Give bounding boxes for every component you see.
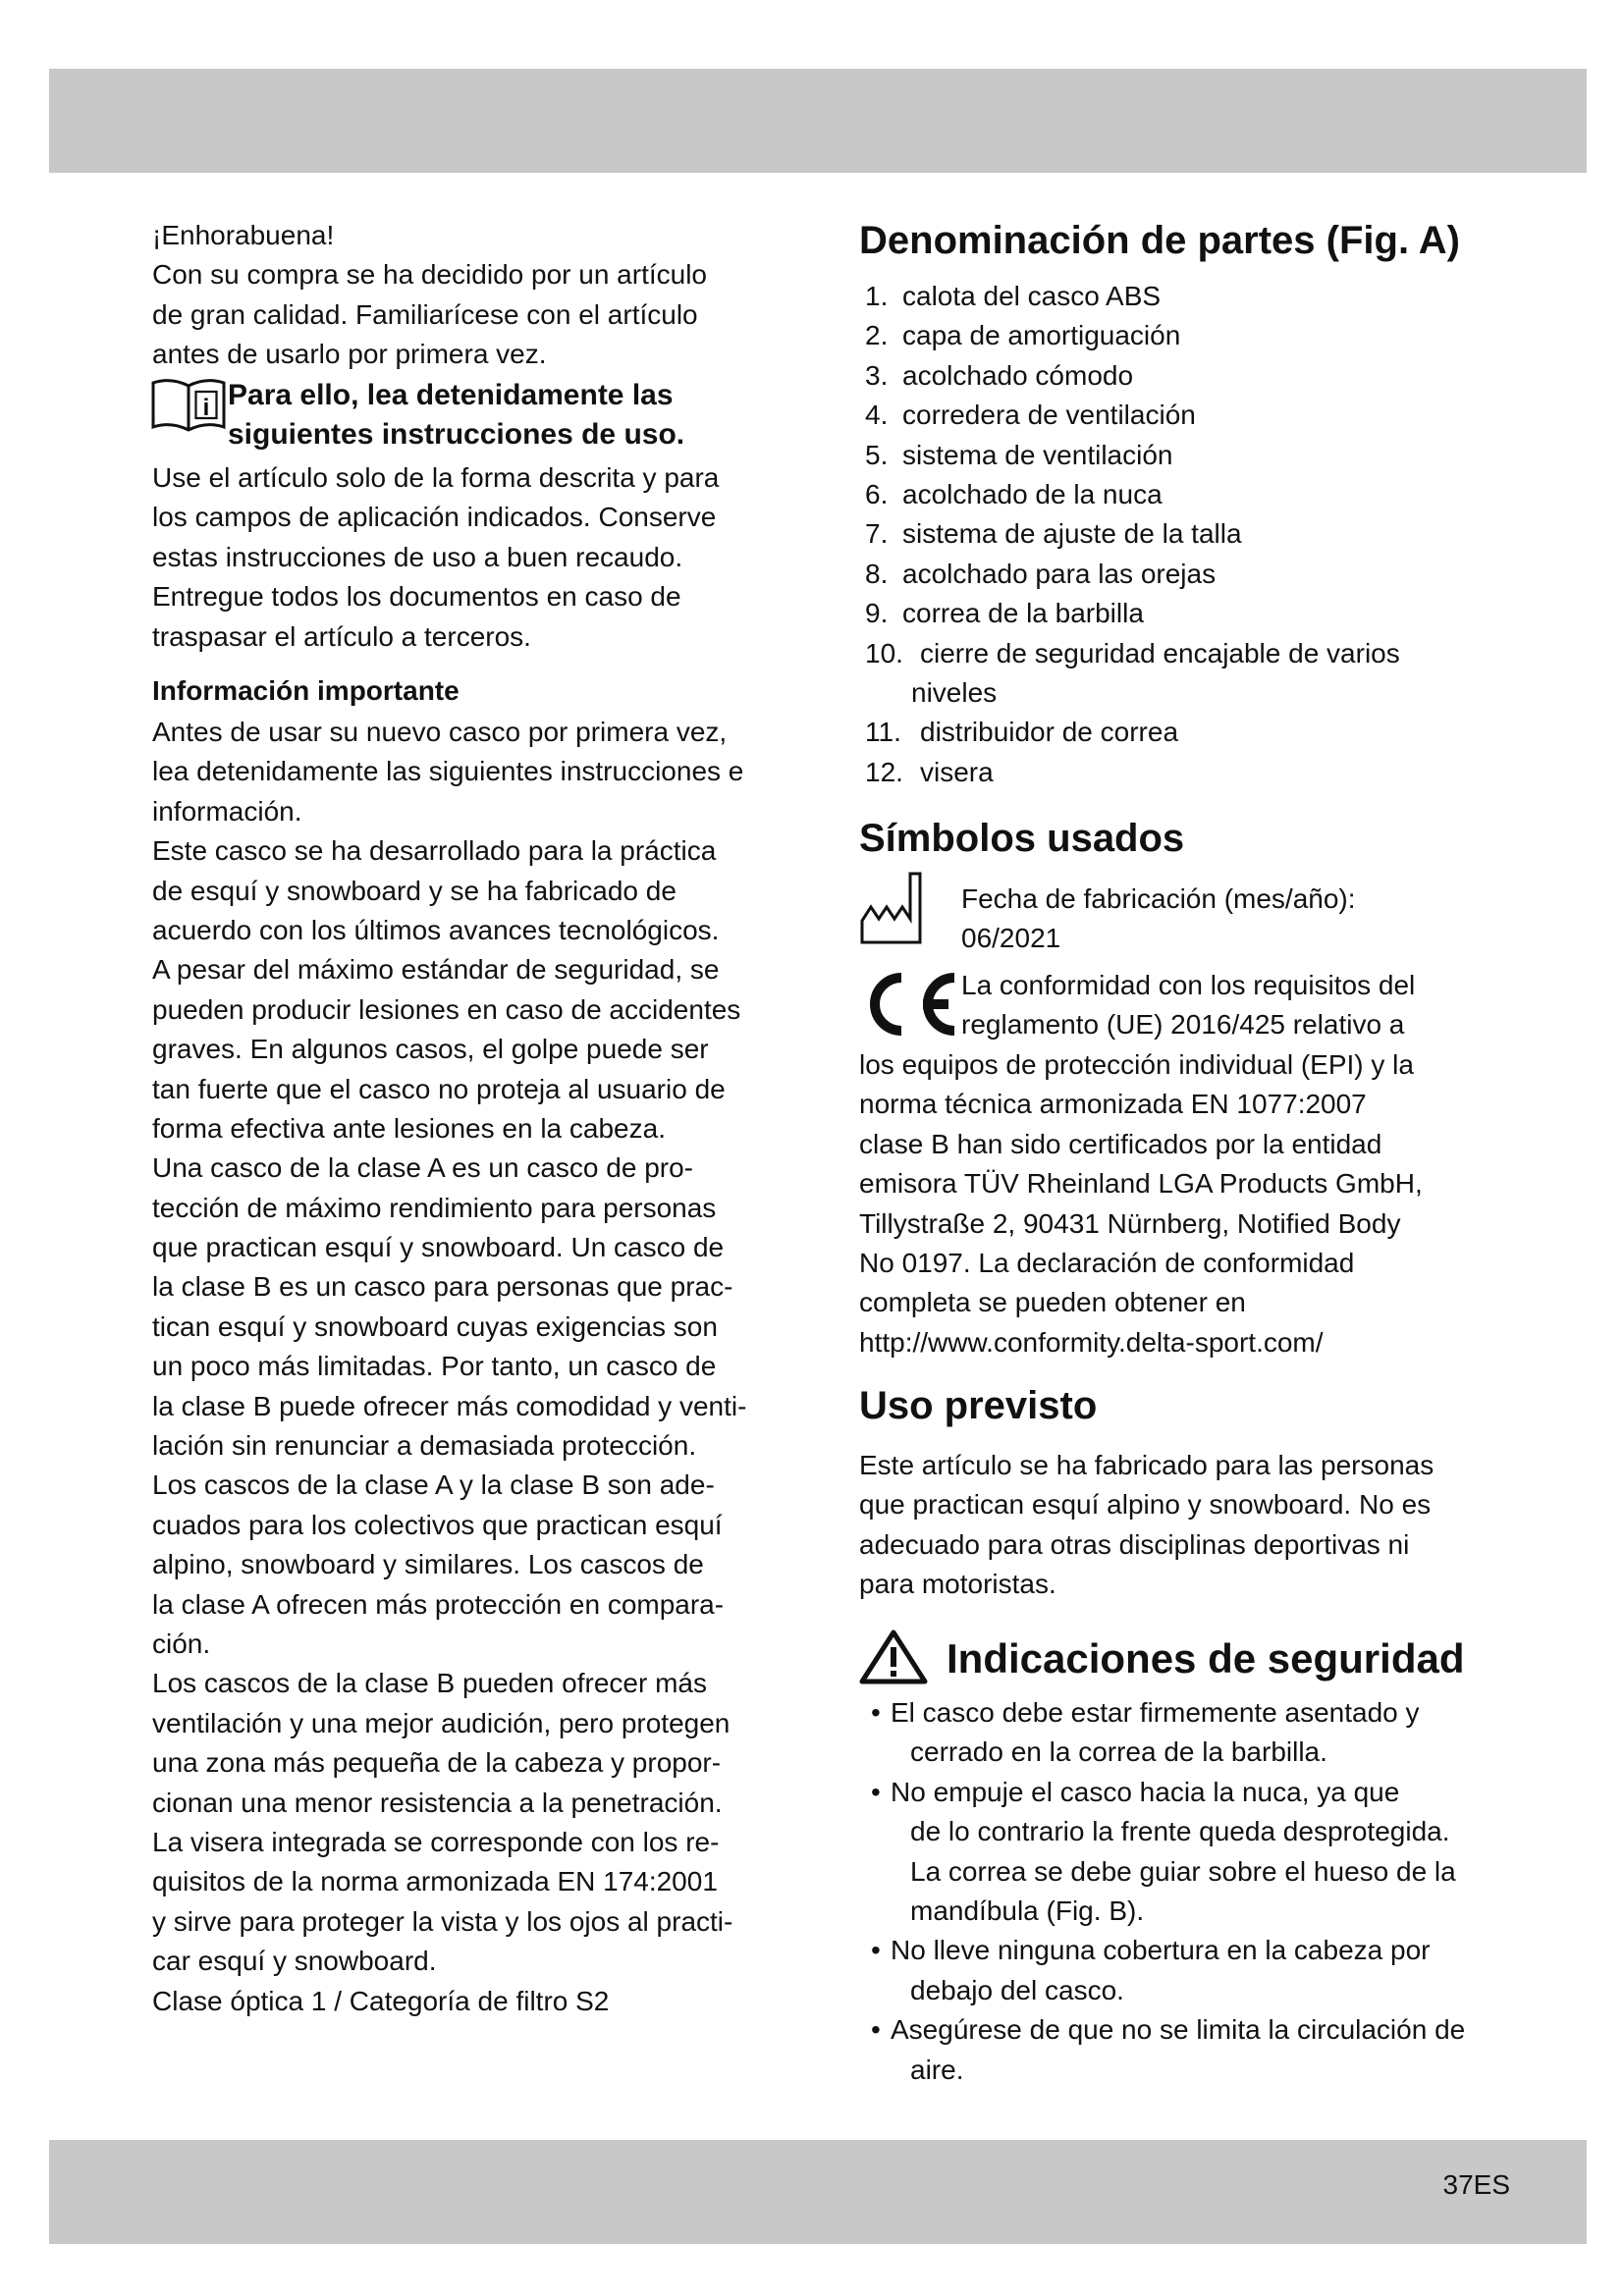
safety-item — [871, 1812, 1465, 1851]
text-line: No 0197. La declaración de conformidad — [859, 1247, 1355, 1278]
important-heading: Información importante — [152, 675, 460, 706]
safety-item — [871, 2051, 1465, 2090]
parts-list — [865, 277, 1400, 792]
part-item — [865, 673, 1400, 713]
text-line: un poco más limitadas. Por tanto, un casco de — [152, 1351, 717, 1382]
text-line: La conformidad con los requisitos del — [961, 970, 1416, 1000]
text-line: Una casco de la clase A es un casco de pro- — [152, 1152, 693, 1184]
text-line: Clase óptica 1 / Categoría de filtro S2 — [152, 1985, 610, 2016]
text-line: Use el artículo solo de la forma descrita y para — [152, 462, 720, 493]
text-line: lea detenidamente las siguientes instrucciones e — [152, 756, 744, 787]
safety-text: Asegúrese de que no se limita la circulación de — [891, 2014, 1466, 2046]
safety-text: aire. — [910, 2054, 964, 2085]
safety-text: mandíbula (Fig. B). — [910, 1895, 1145, 1926]
part-number: 4. — [865, 400, 889, 431]
text-line: la clase B puede ofrecer más comodidad y venti- — [152, 1390, 747, 1421]
text-line: emisora TÜV Rheinland LGA Products GmbH, — [859, 1168, 1423, 1200]
part-label: acolchado para las orejas — [902, 558, 1217, 589]
safety-item — [871, 1733, 1465, 1772]
text-line: Los cascos de la clase B pueden ofrecer más — [152, 1668, 707, 1699]
text-line: Con su compra se ha decidido por un artículo — [152, 259, 707, 291]
part-item — [865, 396, 1400, 435]
part-item — [865, 713, 1400, 752]
part-item — [865, 594, 1400, 633]
text-line: Este artículo se ha fabricado para las personas — [859, 1450, 1435, 1480]
part-number: 5. — [865, 439, 889, 470]
safety-text: de lo contrario la frente queda desprotegida. — [910, 1816, 1450, 1847]
safety-item — [871, 1773, 1465, 1812]
text-line: La visera integrada se corresponde con los re- — [152, 1826, 720, 1857]
safety-item — [871, 1931, 1465, 1970]
ce-conformity-continued — [859, 1045, 1423, 1362]
text-line: estas instrucciones de uso a buen recaudo. — [152, 541, 683, 572]
part-label: calota del casco ABS — [902, 281, 1162, 311]
text-line: los campos de aplicación indicados. Conserve — [152, 502, 717, 533]
text-line: que practican esquí alpino y snowboard. No es — [859, 1489, 1432, 1521]
text-line: la clase B es un casco para personas que prac- — [152, 1271, 733, 1303]
text-line: la clase A ofrecen más protección en compara- — [152, 1588, 725, 1620]
bullet: • — [871, 1776, 881, 1807]
text-line: car esquí y snowboard. — [152, 1946, 437, 1977]
text-line: pueden producir lesiones en caso de accidentes — [152, 993, 741, 1025]
text-line: quisitos de la norma armonizada EN 174:2001 — [152, 1866, 718, 1897]
text-line: Los cascos de la clase A y la clase B son ade- — [152, 1469, 715, 1501]
part-label: sistema de ventilación — [902, 439, 1173, 470]
text-line: que practican esquí y snowboard. Un casco de — [152, 1232, 725, 1263]
part-item — [865, 316, 1400, 355]
text-line: ¡Enhorabuena! — [152, 220, 335, 250]
symbols-heading: Símbolos usados — [859, 817, 1185, 860]
part-label: capa de amortiguación — [902, 320, 1181, 351]
text-line: Fecha de fabricación (mes/año): — [961, 883, 1356, 914]
safety-item — [871, 1693, 1465, 1733]
text-line: 06/2021 — [961, 923, 1061, 954]
text-line: tección de máximo rendimiento para personas — [152, 1192, 717, 1223]
part-label: cierre de seguridad encajable de varios — [920, 637, 1400, 668]
part-number: 12. — [865, 756, 903, 787]
safety-item — [871, 2010, 1465, 2050]
part-number: 7. — [865, 518, 889, 550]
safety-text: La correa se debe guiar sobre el hueso de la — [910, 1855, 1456, 1887]
page-number: 37ES — [1442, 2169, 1510, 2200]
text-line: norma técnica armonizada EN 1077:2007 — [859, 1089, 1367, 1120]
part-number: 2. — [865, 320, 889, 351]
text-line: acuerdo con los últimos avances tecnológicos. — [152, 914, 720, 945]
text-line: forma efectiva ante lesiones en la cabeza. — [152, 1112, 666, 1144]
text-line: cionan una menor resistencia a la penetración. — [152, 1787, 723, 1818]
text-line: clase B han sido certificados por la entidad — [859, 1128, 1382, 1159]
part-label: acolchado de la nuca — [902, 478, 1163, 509]
safety-text: cerrado en la correa de la barbilla. — [910, 1736, 1327, 1768]
bullet: • — [871, 2014, 881, 2046]
text-line: lación sin renunciar a demasiada protección. — [152, 1430, 697, 1462]
part-label: sistema de ajuste de la talla — [902, 518, 1242, 550]
svg-text:i: i — [202, 395, 210, 421]
text-line: ventilación y una mejor audición, pero protegen — [152, 1707, 731, 1738]
text-line: completa se pueden obtener en — [859, 1287, 1246, 1318]
text-line: Este casco se ha desarrollado para la práctica — [152, 835, 717, 867]
manufacturer-date-icon — [859, 870, 924, 949]
part-label: correa de la barbilla — [902, 598, 1144, 629]
text-line: antes de usarlo por primera vez. — [152, 339, 547, 370]
text-line: información. — [152, 795, 302, 827]
part-label: niveles — [911, 676, 998, 708]
text-line: traspasar el artículo a terceros. — [152, 620, 531, 652]
text-line: Entregue todos los documentos en caso de — [152, 581, 681, 613]
usage-paragraph — [152, 458, 719, 657]
warning-icon — [859, 1629, 928, 1689]
safety-heading: Indicaciones de seguridad — [947, 1635, 1465, 1682]
part-item — [865, 753, 1400, 792]
text-line: tan fuerte que el casco no proteja al usuario de — [152, 1073, 726, 1104]
text-line: A pesar del máximo estándar de seguridad, se — [152, 954, 720, 986]
ce-mark-icon — [858, 970, 960, 1043]
intended-use-paragraph — [859, 1446, 1434, 1605]
part-item — [865, 514, 1400, 554]
bullet: • — [871, 1697, 881, 1728]
intended-use-heading: Uso previsto — [859, 1384, 1098, 1427]
text-line: Antes de usar su nuevo casco por primera vez, — [152, 717, 728, 747]
part-label: visera — [920, 756, 994, 787]
safety-text: No empuje el casco hacia la nuca, ya que — [891, 1776, 1400, 1807]
safety-item — [871, 1852, 1465, 1892]
part-label: corredera de ventilación — [902, 400, 1196, 431]
text-line: ción. — [152, 1628, 211, 1659]
text-line: http://www.conformity.delta-sport.com/ — [859, 1326, 1324, 1358]
text-line: alpino, snowboard y similares. Los cascos de — [152, 1549, 704, 1580]
part-item — [865, 555, 1400, 594]
part-item — [865, 277, 1400, 316]
part-number: 10. — [865, 637, 903, 668]
text-line: graves. En algunos casos, el golpe puede ser — [152, 1034, 709, 1065]
text-line: los equipos de protección individual (EPI) y la — [859, 1049, 1414, 1080]
part-number: 11. — [865, 717, 901, 748]
text-line: adecuado para otras disciplinas deportivas ni — [859, 1528, 1410, 1560]
text-line: para motoristas. — [859, 1569, 1056, 1600]
safety-list — [871, 1693, 1465, 2090]
part-label: acolchado cómodo — [902, 359, 1134, 391]
part-number: 9. — [865, 598, 889, 629]
manufacture-date — [961, 880, 1356, 959]
bullet: • — [871, 1935, 881, 1966]
intro-paragraph — [152, 216, 707, 375]
parts-heading: Denominación de partes (Fig. A) — [859, 219, 1460, 262]
safety-item — [871, 1971, 1465, 2010]
part-label: distribuidor de correa — [920, 717, 1179, 748]
part-item — [865, 475, 1400, 514]
text-line: reglamento (UE) 2016/425 relativo a — [961, 1009, 1405, 1041]
part-item — [865, 436, 1400, 475]
safety-text: No lleve ninguna cobertura en la cabeza por — [891, 1935, 1431, 1966]
header-bar — [49, 69, 1587, 173]
text-line: Tillystraße 2, 90431 Nürnberg, Notified Body — [859, 1207, 1401, 1239]
note-line: siguientes instrucciones de uso. — [228, 418, 685, 452]
safety-text: El casco debe estar firmemente asentado y — [891, 1697, 1420, 1728]
part-number: 6. — [865, 478, 889, 509]
read-instructions-note — [228, 376, 684, 455]
note-line: Para ello, lea detenidamente las — [228, 379, 674, 411]
part-number: 1. — [865, 281, 889, 311]
text-line: de gran calidad. Familiarícese con el artículo — [152, 298, 698, 330]
text-line: y sirve para proteger la vista y los ojos al practi- — [152, 1905, 733, 1937]
text-line: cuados para los colectivos que practican esquí — [152, 1509, 723, 1540]
safety-item — [871, 1892, 1465, 1931]
text-line: tican esquí y snowboard cuyas exigencias son — [152, 1310, 718, 1342]
part-number: 3. — [865, 359, 889, 391]
important-paragraph — [152, 713, 746, 2021]
part-item — [865, 634, 1400, 673]
part-item — [865, 356, 1400, 396]
text-line: una zona más pequeña de la cabeza y propor- — [152, 1747, 722, 1779]
ce-conformity-text — [961, 966, 1415, 1045]
text-line: de esquí y snowboard y se ha fabricado de — [152, 875, 677, 906]
part-number: 8. — [865, 558, 889, 589]
footer-bar — [49, 2140, 1587, 2244]
read-instructions-icon — [150, 377, 227, 441]
safety-text: debajo del casco. — [910, 1974, 1124, 2005]
